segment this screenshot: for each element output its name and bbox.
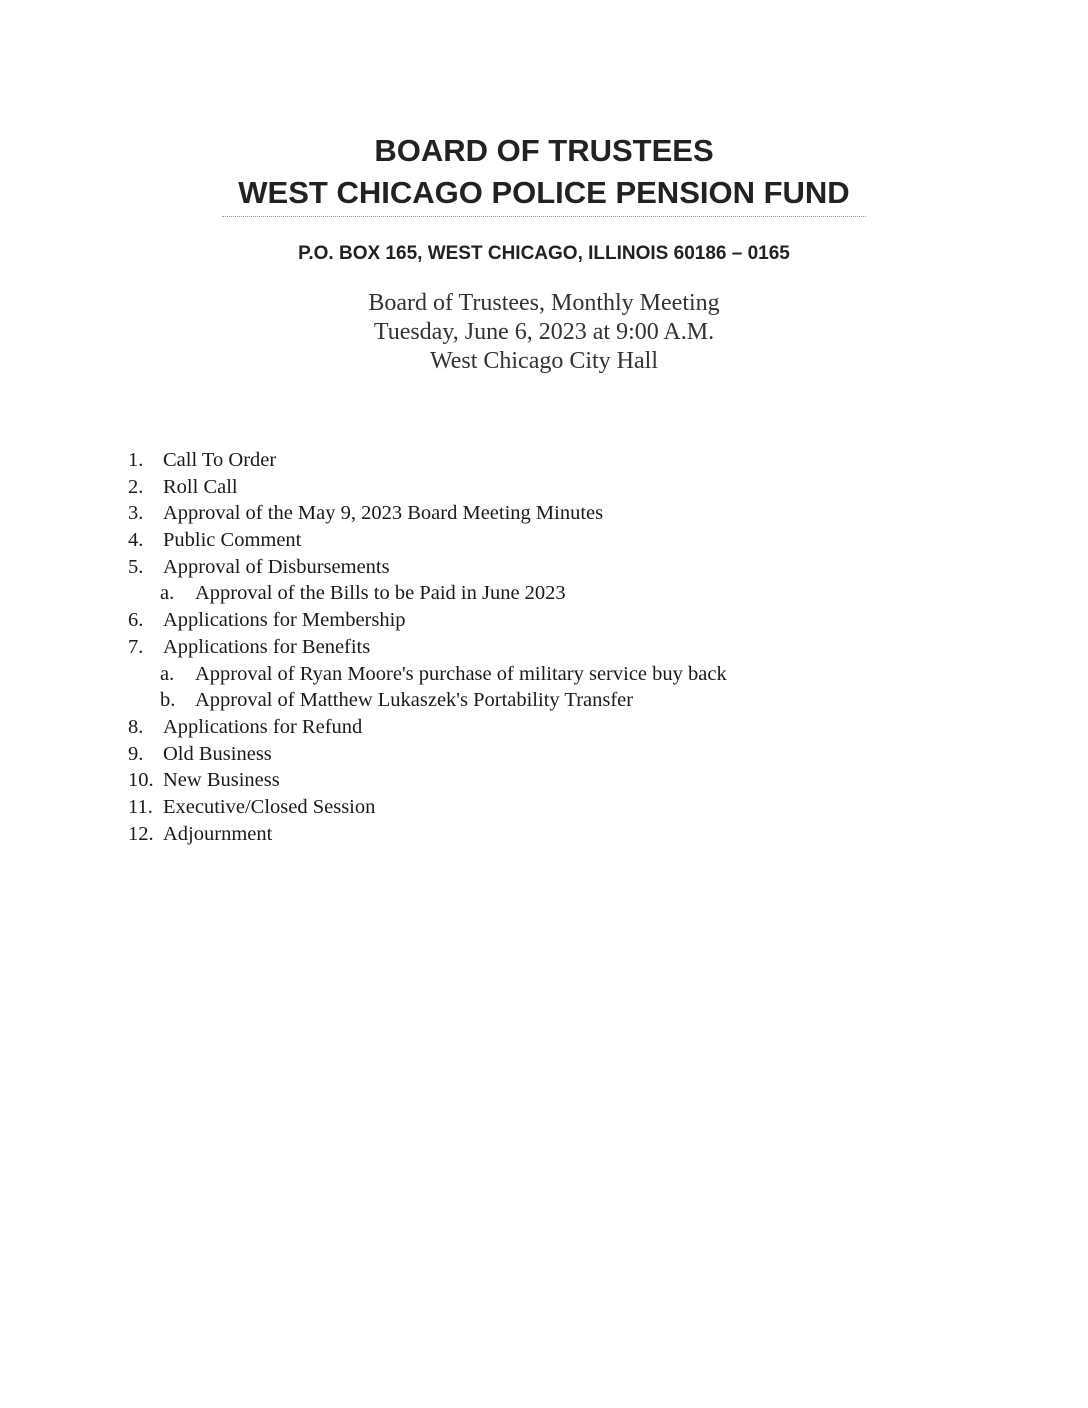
agenda-item	[128, 794, 928, 821]
agenda-subitem-text: Approval of Matthew Lukaszek's Portability Transfer	[195, 689, 634, 712]
agenda-item	[128, 741, 928, 768]
agenda-item-number: 10.	[128, 769, 154, 792]
agenda-item-text: Public Comment	[163, 529, 302, 552]
agenda-item	[128, 474, 928, 501]
meeting-name: Board of Trustees, Monthly Meeting	[368, 290, 720, 316]
agenda-item-number: 12.	[128, 822, 154, 845]
agenda-item-number: 6.	[128, 609, 144, 632]
fund-title: WEST CHICAGO POLICE PENSION FUND	[238, 175, 850, 210]
agenda-item	[128, 500, 928, 527]
agenda-item-number: 9.	[128, 742, 144, 765]
board-title: BOARD OF TRUSTEES	[374, 133, 714, 168]
agenda-item	[128, 634, 928, 661]
agenda-item	[128, 607, 928, 634]
agenda-item-text: Adjournment	[163, 822, 273, 845]
agenda-subitem-letter: a.	[160, 582, 175, 605]
agenda-item-number: 5.	[128, 555, 144, 578]
agenda-subitem-text: Approval of Ryan Moore's purchase of military service buy back	[195, 662, 727, 685]
agenda-item	[128, 527, 928, 554]
agenda-item-text: Applications for Membership	[163, 609, 406, 632]
agenda-item-text: Roll Call	[163, 475, 238, 498]
agenda-item	[128, 821, 928, 848]
agenda-subitem-letter: b.	[160, 689, 176, 712]
agenda-item-text: New Business	[163, 769, 280, 792]
agenda-list	[128, 447, 928, 847]
agenda-item	[128, 554, 928, 581]
meeting-location: West Chicago City Hall	[429, 348, 659, 374]
header-divider	[222, 216, 866, 217]
agenda-item-text: Call To Order	[163, 449, 277, 471]
agenda-item-number: 4.	[128, 529, 144, 552]
agenda-item-text: Old Business	[163, 742, 272, 765]
agenda-item-number: 11.	[128, 795, 153, 818]
agenda-subitem-letter: a.	[160, 662, 175, 685]
agenda-item-number: 3.	[128, 502, 144, 525]
agenda-item	[128, 447, 928, 474]
agenda-item	[128, 714, 928, 741]
agenda-item-text: Applications for Benefits	[163, 635, 371, 658]
agenda-item-number: 7.	[128, 635, 144, 658]
agenda-item-number: 2.	[128, 475, 144, 498]
agenda-item-text: Approval of the May 9, 2023 Board Meeting Minutes	[163, 502, 604, 525]
agenda-item-text: Approval of Disbursements	[163, 555, 390, 578]
agenda-item-text: Executive/Closed Session	[163, 795, 376, 818]
agenda-subitem	[128, 687, 928, 714]
agenda-subitem	[128, 661, 928, 688]
agenda-item	[128, 767, 928, 794]
agenda-subitem	[128, 580, 928, 607]
mailing-address: P.O. BOX 165, WEST CHICAGO, ILLINOIS 60186 – 0165	[298, 243, 790, 264]
letterhead	[0, 130, 1088, 214]
meeting-info	[0, 289, 1088, 376]
meeting-datetime: Tuesday, June 6, 2023 at 9:00 A.M.	[373, 319, 715, 345]
agenda-item-number: 1.	[128, 449, 144, 471]
agenda-item-text: Applications for Refund	[163, 715, 363, 738]
agenda-subitem-text: Approval of the Bills to be Paid in June 2023	[195, 582, 566, 605]
agenda-item-number: 8.	[128, 715, 144, 738]
